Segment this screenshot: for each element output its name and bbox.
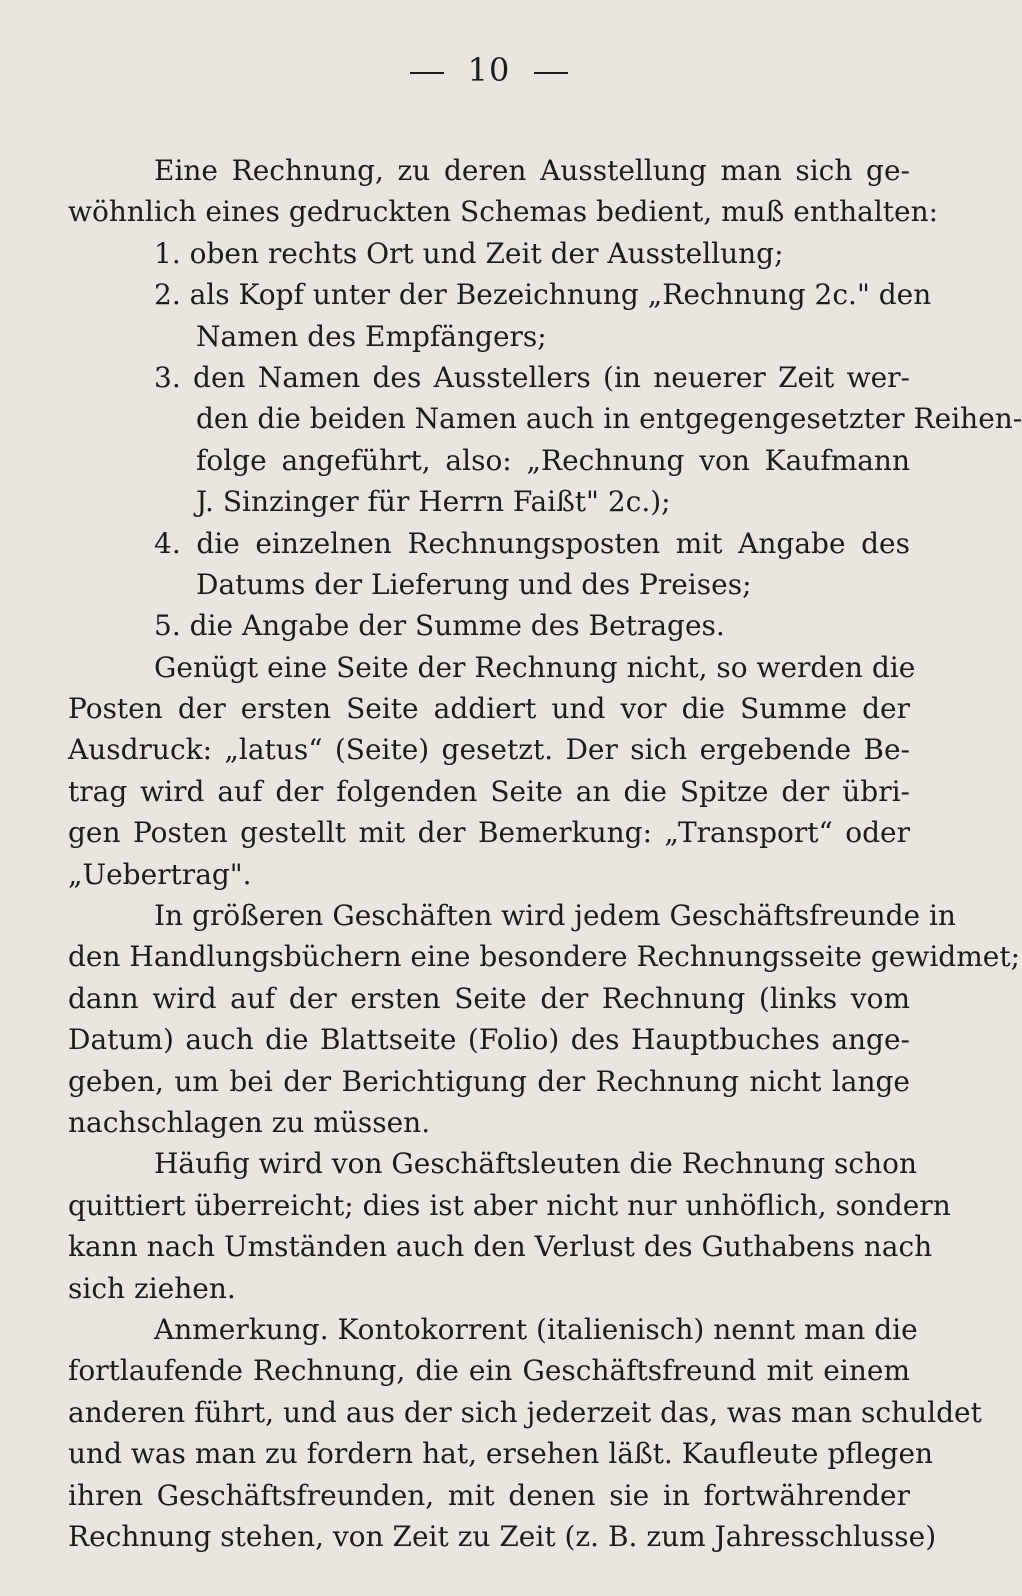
text-line: Eine Rechnung, zu deren Ausstellung man sich ge- [154,154,910,187]
body-text [68,150,1022,1557]
text-line: 3. den Namen des Ausstellers (in neuerer Zeit wer- [154,360,910,394]
text-line: Datums der Lieferung und des Preises; [196,567,752,601]
text-line: nachschlagen zu müssen. [68,1105,431,1139]
text-line: sich ziehen. [68,1271,236,1305]
text-line: folge angeführt, also: „Rechnung von Kaufmann [196,443,910,477]
text-line: dann wird auf der ersten Seite der Rechnung (links vom [68,981,910,1015]
text-line: „Uebertrag". [68,857,252,891]
text-line: 2. als Kopf unter der Bezeichnung „Rechnung 2c." den [154,278,932,312]
text-line: und was man zu fordern hat, ersehen läßt. Kaufleute pflegen [68,1437,934,1471]
text-line: Posten der ersten Seite addiert und vor die Summe der [68,692,910,726]
text-line: gen Posten gestellt mit der Bemerkung: „Transport“ oder [68,816,910,850]
text-line: den die beiden Namen auch in entgegengesetzter Reihen- [196,402,1022,436]
text-line: fortlaufende Rechnung, die ein Geschäftsfreund mit einem [68,1354,910,1388]
text-line: Ausdruck: „latus“ (Seite) gesetzt. Der sich ergebende Be- [68,733,910,767]
text-line: Anmerkung. Kontokorrent (italienisch) nennt man die [154,1312,918,1346]
text-line: anderen führt, und aus der sich jederzeit das, was man schuldet [68,1395,982,1429]
text-line: 1. oben rechts Ort und Zeit der Ausstellung; [154,236,784,270]
text-line: Rechnung stehen, von Zeit zu Zeit (z. B. zum Jahresschlusse) [68,1519,937,1553]
page-number: 10 [467,51,511,89]
page-header [68,44,910,96]
text-line: kann nach Umständen auch den Verlust des Guthabens nach [68,1230,933,1264]
text-line: wöhnlich eines gedruckten Schemas bedient, muß enthalten: [68,195,939,229]
header-dash-right [534,72,568,74]
text-line: den Handlungsbüchern eine besondere Rechnungsseite gewidmet; [68,940,1021,974]
header-dash-left [410,72,444,74]
text-line: Datum) auch die Blattseite (Folio) des Hauptbuches ange- [68,1023,910,1057]
text-line: quittiert überreicht; dies ist aber nicht nur unhöflich, sondern [68,1188,951,1222]
text-line: J. Sinzinger für Herrn Faißt" 2c.); [196,485,671,519]
text-line: Genügt eine Seite der Rechnung nicht, so werden die [154,650,916,684]
text-line: Häufig wird von Geschäftsleuten die Rechnung schon [154,1147,918,1181]
text-line: geben, um bei der Berichtigung der Rechnung nicht lange [68,1064,910,1098]
text-line: In größeren Geschäften wird jedem Geschäftsfreunde in [154,899,956,933]
text-line: 5. die Angabe der Summe des Betrages. [154,609,725,643]
text-line: Namen des Empfängers; [196,319,547,353]
text-line: ihren Geschäftsfreunden, mit denen sie in fortwährender [68,1478,910,1512]
text-line: 4. die einzelnen Rechnungsposten mit Angabe des [154,526,910,560]
text-line: trag wird auf der folgenden Seite an die Spitze der übri- [68,774,910,808]
